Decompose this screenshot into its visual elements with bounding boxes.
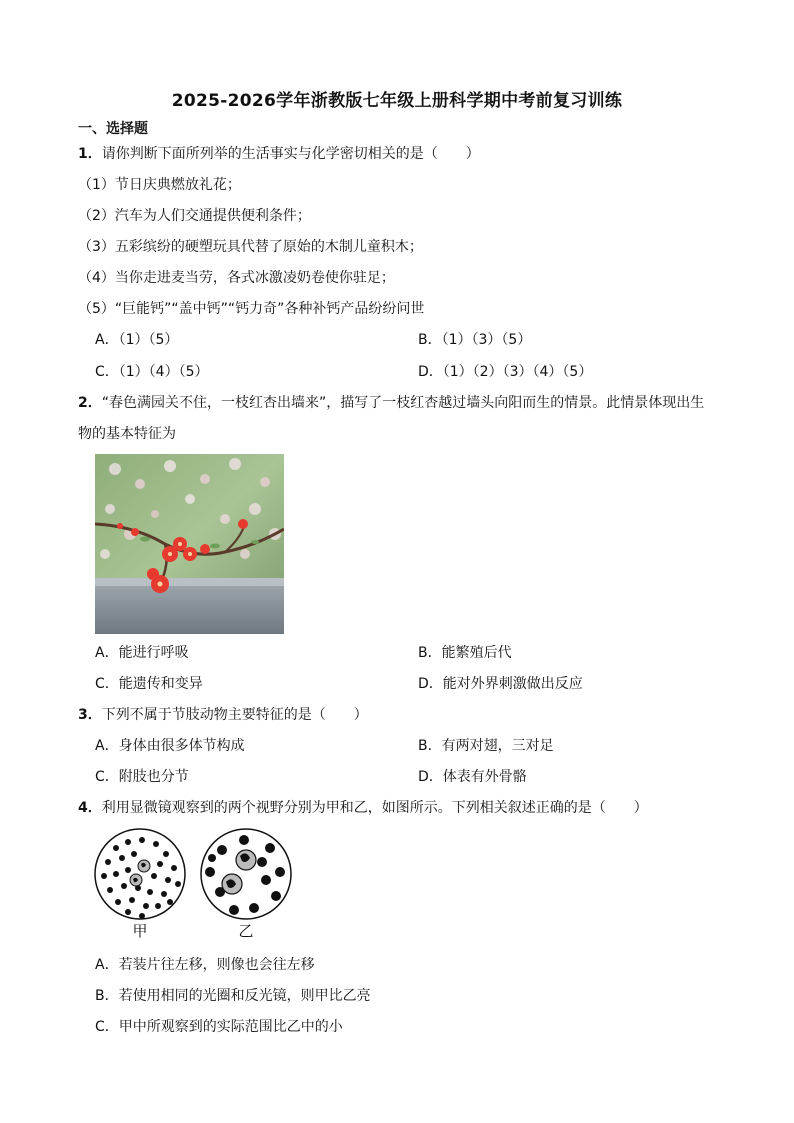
q1-option-d: D．（1）（2）（3）（4）（5） xyxy=(418,364,593,380)
microscope-fields-figure xyxy=(94,828,304,943)
q1-item-3: （3）五彩缤纷的硬塑玩具代替了原始的木制儿童积木； xyxy=(78,239,423,255)
q2-option-d: D．能对外界刺激做出反应 xyxy=(418,676,583,692)
q4-option-c: C．甲中所观察到的实际范围比乙中的小 xyxy=(95,1019,343,1035)
q1-item-1: （1）节日庆典燃放礼花； xyxy=(78,177,241,193)
q1-item-2: （2）汽车为人们交通提供便利条件； xyxy=(78,208,311,224)
question-stem: “春色满园关不住，一枝红杏出墙来”，描写了一枝红杏越过墙头向阳而生的情景。此情景体现出生 xyxy=(101,395,705,411)
field-label-yi: 乙 xyxy=(238,922,254,940)
question-number: 3． xyxy=(78,707,102,723)
question-4 xyxy=(78,798,648,818)
page-title: 2025-2026学年浙教版七年级上册科学期中考前复习训练 xyxy=(171,91,623,111)
q4-option-a: A．若装片往左移，则像也会往左移 xyxy=(95,957,315,973)
field-jia xyxy=(95,829,185,919)
question-stem: 利用显微镜观察到的两个视野分别为甲和乙，如图所示。下列相关叙述正确的是（ ） xyxy=(101,800,648,816)
q2-stem-line-2: 物的基本特征为 xyxy=(78,426,176,442)
field-label-jia: 甲 xyxy=(132,922,148,940)
q3-option-d: D．体表有外骨骼 xyxy=(418,769,527,785)
question-number: 2． xyxy=(78,395,102,411)
question-stem: 下列不属于节肢动物主要特征的是（ ） xyxy=(101,707,368,723)
q4-option-b: B．若使用相同的光圈和反光镜，则甲比乙亮 xyxy=(95,988,371,1004)
question-2 xyxy=(78,393,704,413)
q3-option-a: A．身体由很多体节构成 xyxy=(95,738,245,754)
question-number: 4． xyxy=(78,800,102,816)
q1-option-a: A．（1）（5） xyxy=(95,332,179,348)
q1-item-4: （4）当你走进麦当劳，各式冰激凌奶卷使你驻足； xyxy=(78,270,395,286)
question-3 xyxy=(78,705,368,725)
apricot-blossom-illustration xyxy=(95,454,284,634)
q2-option-a: A．能进行呼吸 xyxy=(95,645,189,661)
field-yi xyxy=(201,829,291,919)
apricot-blossom-photo xyxy=(95,454,284,634)
section-heading: 一、选择题 xyxy=(78,121,148,137)
q3-option-c: C．附肢也分节 xyxy=(95,769,189,785)
question-stem: 请你判断下面所列举的生活事实与化学密切相关的是（ ） xyxy=(101,146,480,162)
question-1 xyxy=(78,144,480,164)
q1-option-c: C．（1）（4）（5） xyxy=(95,364,209,380)
q2-option-b: B．能繁殖后代 xyxy=(418,645,512,661)
q1-item-5: （5）“巨能钙”“盖中钙”“钙力奇”各种补钙产品纷纷问世 xyxy=(78,301,425,317)
q2-option-c: C．能遗传和变异 xyxy=(95,676,203,692)
question-number: 1． xyxy=(78,146,102,162)
q3-option-b: B．有两对翅，三对足 xyxy=(418,738,554,754)
q1-option-b: B．（1）（3）（5） xyxy=(418,332,532,348)
